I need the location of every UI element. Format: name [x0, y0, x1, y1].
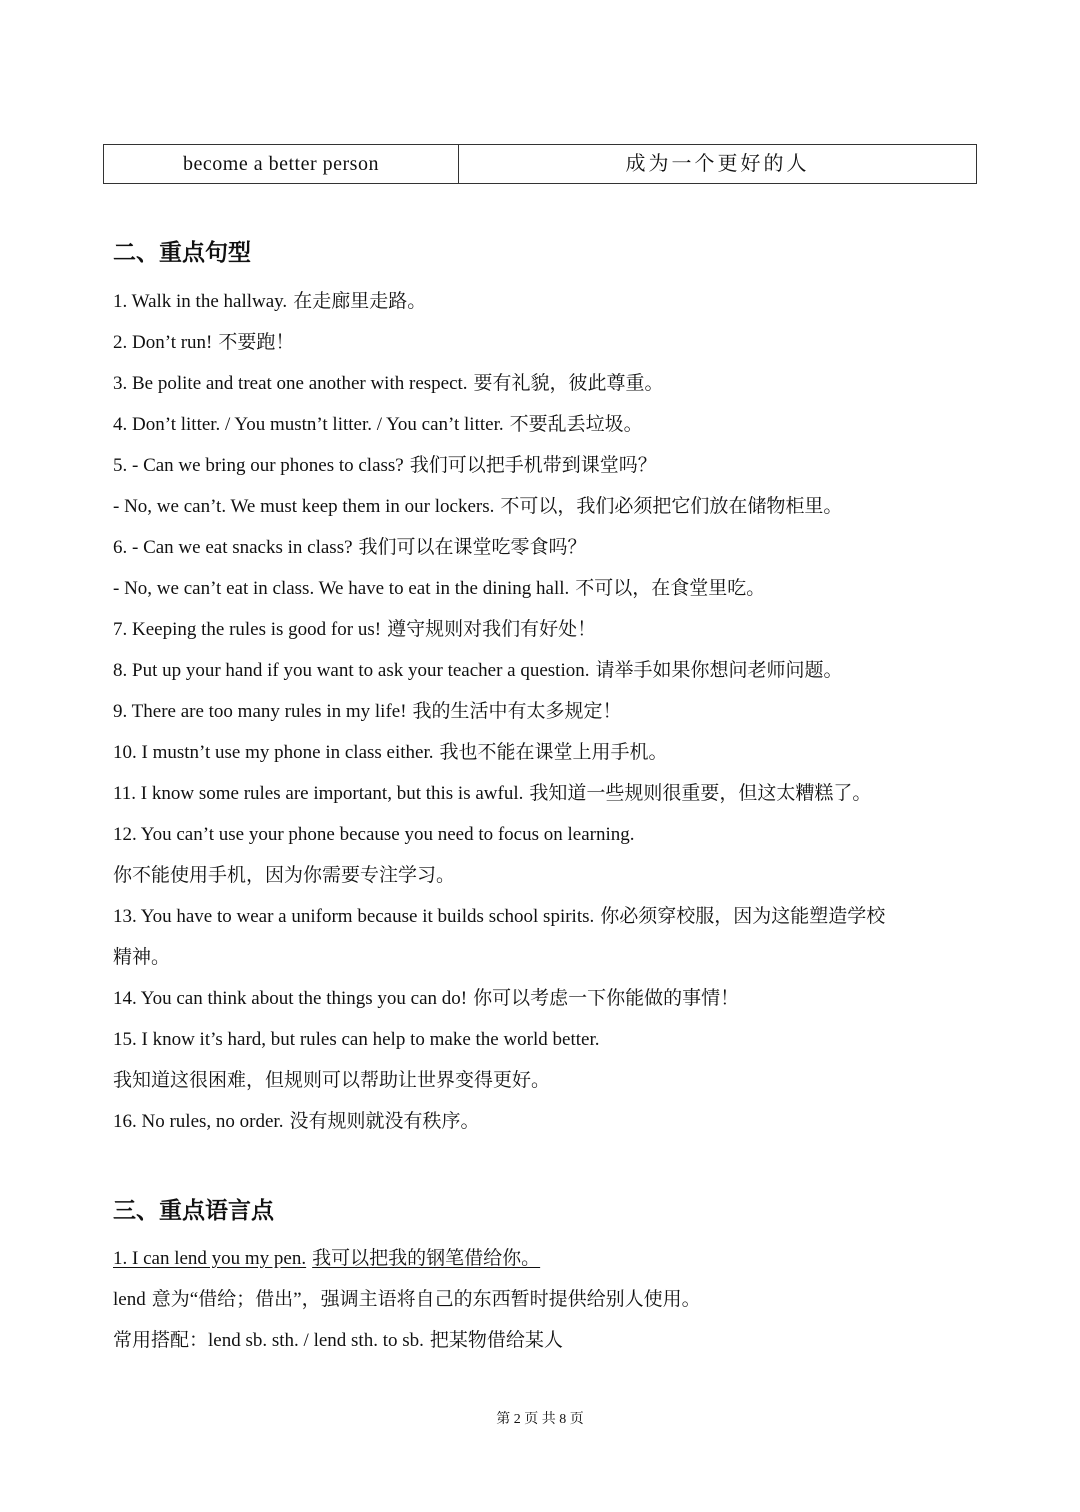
sentence-en: 10. I mustn’t use my phone in class either. — [113, 742, 434, 763]
sentence-line — [113, 698, 973, 726]
sentence-zh: 你不能使用手机，因为你需要专注学习。 — [113, 865, 456, 886]
sentence-en: 7. Keeping the rules is good for us! — [113, 619, 382, 640]
definition-text: 意为“借给；借出”，强调主语将自己的东西暂时提供给别人使用。 — [151, 1289, 701, 1310]
sentence-zh: 在走廊里走路。 — [293, 291, 427, 312]
sentence-line — [113, 411, 973, 439]
sentence-line — [113, 780, 973, 808]
sentence-en: - No, we can’t eat in class. We have to eat in the dining hall. — [113, 578, 570, 599]
sentence-en: 8. Put up your hand if you want to ask your teacher a question. — [113, 660, 590, 681]
sentence-zh: 我的生活中有太多规定！ — [412, 701, 622, 722]
sentence-en: 16. No rules, no order. — [113, 1111, 284, 1132]
sentence-en: 15. I know it’s hard, but rules can help to make the world better. — [113, 1029, 600, 1050]
sentence-zh: 我们可以把手机带到课堂吗？ — [409, 455, 657, 476]
sentence-en: 1. Walk in the hallway. — [113, 291, 288, 312]
sentence-zh: 精神。 — [113, 947, 171, 968]
sentence-line — [113, 1108, 973, 1136]
sentence-line — [113, 534, 973, 562]
sentence-line — [113, 739, 973, 767]
page-footer: 第 2 页 共 8 页 — [496, 1412, 584, 1427]
collocation-label: 常用搭配： — [113, 1330, 209, 1351]
collocation-en: lend sb. sth. / lend sth. to sb. — [208, 1330, 424, 1351]
sentence-line — [113, 1067, 973, 1095]
sentence-line — [113, 575, 973, 603]
sentence-zh: 要有礼貌，彼此尊重。 — [473, 373, 664, 394]
sentence-en: 2. Don’t run! — [113, 332, 213, 353]
sentence-line — [113, 944, 973, 972]
sentence-line — [113, 370, 973, 398]
vocab-chinese: 成为一个更好的人 — [459, 145, 977, 184]
table-row — [104, 145, 977, 184]
sentence-en: 5. - Can we bring our phones to class? — [113, 455, 404, 476]
sentence-zh: 你可以考虑一下你能做的事情！ — [473, 988, 740, 1009]
sentence-zh: 不可以，在食堂里吃。 — [575, 578, 766, 599]
definition-term: lend — [113, 1289, 146, 1310]
sentence-line — [113, 985, 973, 1013]
sentence-line — [113, 821, 973, 849]
sentence-line — [113, 903, 973, 931]
sentence-en: 9. There are too many rules in my life! — [113, 701, 407, 722]
sentence-line — [113, 452, 973, 480]
sentence-en: 12. You can’t use your phone because you need to focus on learning. — [113, 824, 635, 845]
section-title-key-sentences: 二、重点句型 — [113, 240, 251, 266]
sentence-line — [113, 329, 973, 357]
sentence-zh: 我知道一些规则很重要，但这太糟糕了。 — [529, 783, 872, 804]
section-title-language-points: 三、重点语言点 — [113, 1198, 274, 1224]
collocation-line — [113, 1327, 973, 1355]
sentence-en: 3. Be polite and treat one another with respect. — [113, 373, 468, 394]
sentence-zh: 我知道这很困难，但规则可以帮助让世界变得更好。 — [113, 1070, 551, 1091]
sentence-en: - No, we can’t. We must keep them in our lockers. — [113, 496, 495, 517]
sentence-line — [113, 616, 973, 644]
sentence-zh: 你必须穿校服，因为这能塑造学校 — [600, 906, 886, 927]
collocation-zh: 把某物借给某人 — [429, 1330, 563, 1351]
sentence-en: 11. I know some rules are important, but this is awful. — [113, 783, 524, 804]
lend-definition — [113, 1286, 973, 1314]
vocabulary-table — [103, 144, 977, 184]
sentence-line — [113, 657, 973, 685]
sentence-line — [113, 493, 973, 521]
vocab-english: become a better person — [104, 145, 459, 184]
sentence-zh: 我们可以在课堂吃零食吗？ — [358, 537, 587, 558]
language-point-heading — [113, 1245, 973, 1273]
sentence-zh: 不要乱丢垃圾。 — [509, 414, 643, 435]
sentence-line — [113, 288, 973, 316]
sentence-en: 4. Don’t litter. / You mustn’t litter. / You can’t litter. — [113, 414, 504, 435]
sentence-zh: 不可以，我们必须把它们放在储物柜里。 — [500, 496, 843, 517]
sentence-line — [113, 862, 973, 890]
sentence-zh: 我也不能在课堂上用手机。 — [439, 742, 668, 763]
sentence-zh: 遵守规则对我们有好处！ — [387, 619, 597, 640]
sentence-en: 6. - Can we eat snacks in class? — [113, 537, 353, 558]
sentence-zh: 没有规则就没有秩序。 — [289, 1111, 480, 1132]
sentence-en: 13. You have to wear a uniform because it builds school spirits. — [113, 906, 595, 927]
sentence-en: 14. You can think about the things you can do! — [113, 988, 468, 1009]
point-en: 1. I can lend you my pen. — [113, 1248, 307, 1269]
sentence-zh: 不要跑！ — [218, 332, 295, 353]
point-zh: 我可以把我的钢笔借给你。 — [312, 1248, 541, 1269]
sentence-line — [113, 1026, 973, 1054]
sentence-zh: 请举手如果你想问老师问题。 — [595, 660, 843, 681]
